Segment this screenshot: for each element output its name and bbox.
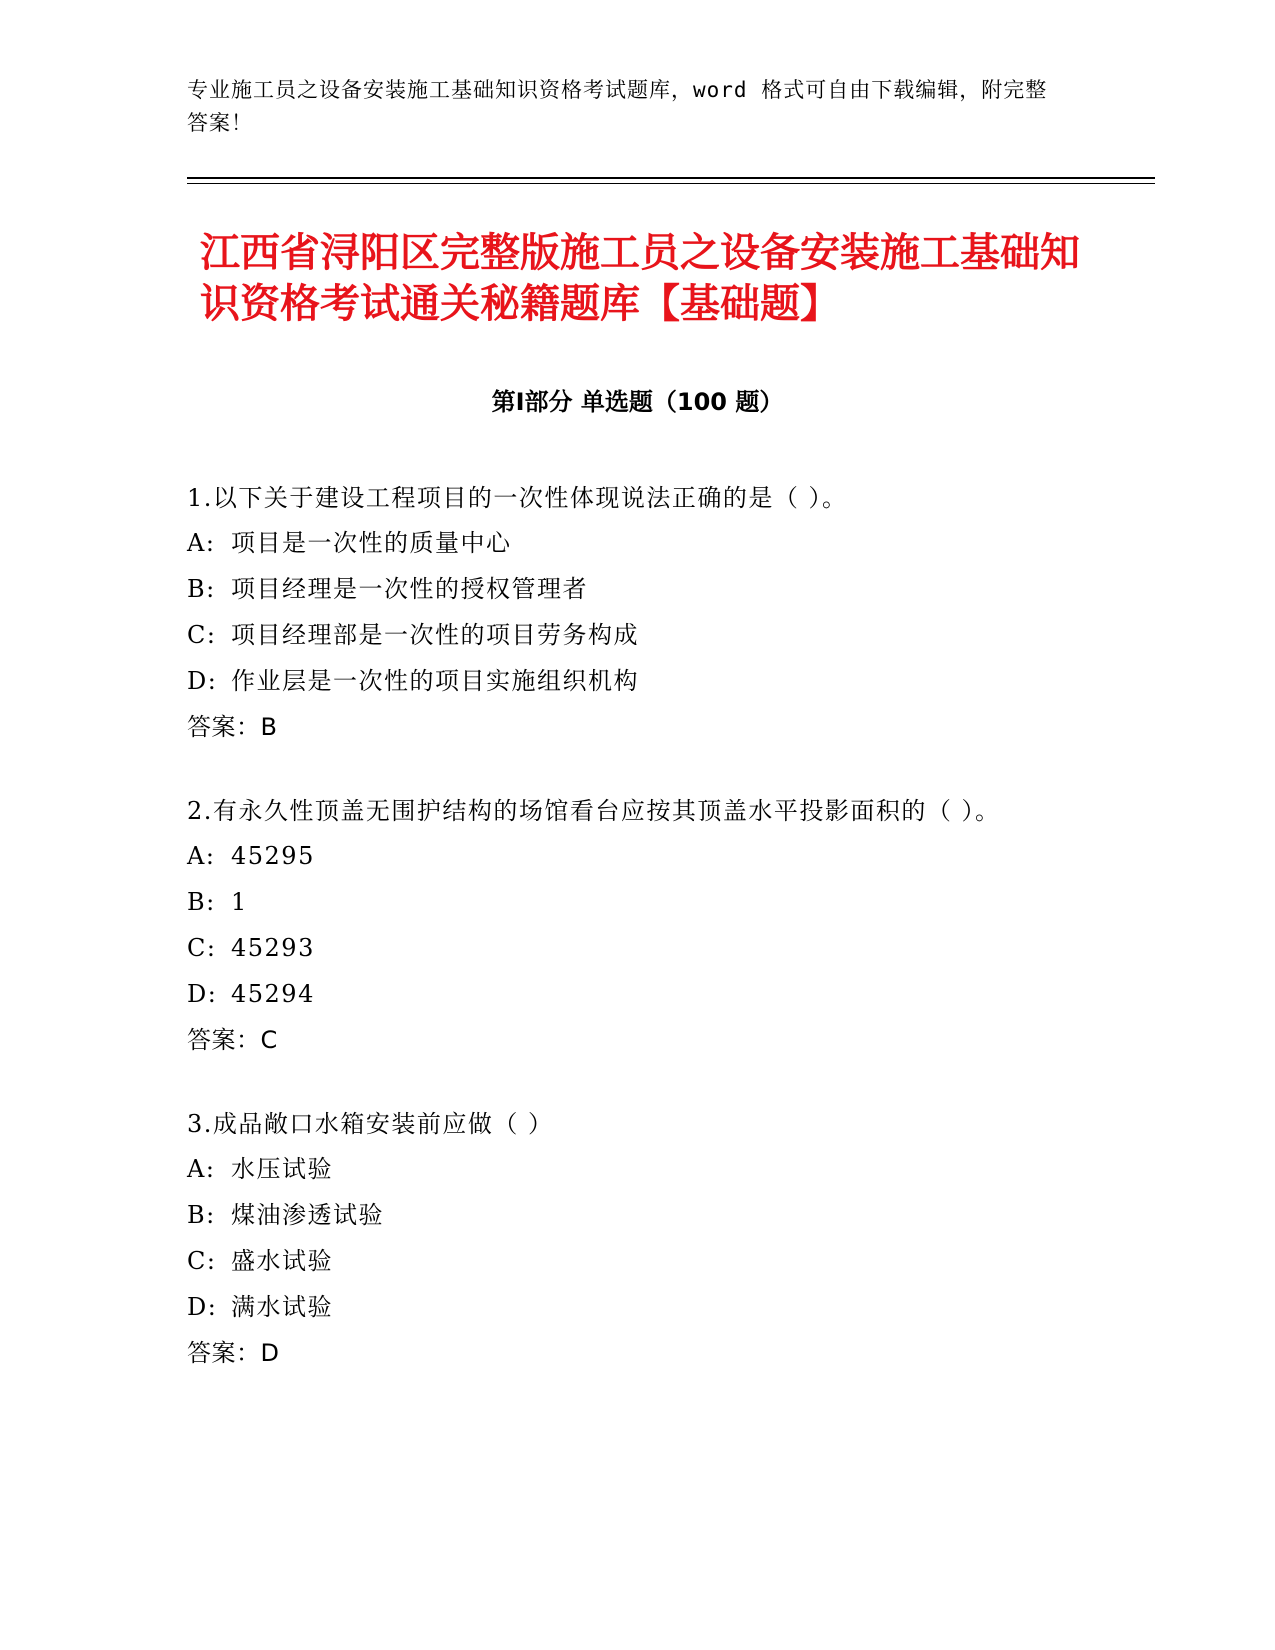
option-text: 45294 [231,980,315,1008]
header-note: 专业施工员之设备安装施工基础知识资格考试题库，word 格式可自由下载编辑，附完整答案！ [187,78,1048,135]
option-text: 煤油渗透试验 [231,1201,384,1229]
option-letter: C: [187,621,217,649]
answer-line: 答案：D [187,1339,280,1367]
option-text: 项目经理是一次性的授权管理者 [231,575,588,603]
option-letter: A: [187,842,216,870]
option-letter: D: [187,980,218,1008]
section-title: 第Ⅰ部分 单选题（100 题） [491,388,784,416]
option-text: 满水试验 [231,1293,333,1321]
option-letter: B: [187,1201,216,1229]
option-text: 45295 [231,842,315,870]
option-d [187,658,1067,704]
answer-line: 答案：B [187,713,278,741]
option-b [187,566,1067,612]
option-b [187,1192,1067,1238]
question-stem: 3.成品敞口水箱安装前应做（ ） [187,1110,554,1138]
option-letter: C: [187,1247,217,1275]
option-text: 45293 [231,934,315,962]
question-3 [187,1102,1067,1376]
option-d [187,1284,1067,1330]
header-divider-thick [187,177,1155,179]
answer-line: 答案：C [187,1026,278,1054]
option-c [187,612,1067,658]
question-stem: 1.以下关于建设工程项目的一次性体现说法正确的是（ ）。 [187,484,848,512]
option-d [187,971,1067,1017]
option-letter: B: [187,888,216,916]
option-letter: C: [187,934,217,962]
option-text: 1 [231,888,248,916]
question-list [187,476,1067,1415]
option-b [187,879,1067,925]
option-letter: B: [187,575,216,603]
option-text: 盛水试验 [231,1247,333,1275]
question-stem: 2.有永久性顶盖无围护结构的场馆看台应按其顶盖水平投影面积的（ ）。 [187,797,1001,825]
option-letter: A: [187,529,216,557]
header-divider-thin [187,183,1155,184]
option-a [187,520,1067,566]
option-text: 项目是一次性的质量中心 [231,529,512,557]
option-text: 水压试验 [231,1155,333,1183]
option-letter: D: [187,667,218,695]
option-c [187,1238,1067,1284]
option-letter: A: [187,1155,216,1183]
option-text: 作业层是一次性的项目实施组织机构 [231,667,639,695]
document-title: 江西省浔阳区完整版施工员之设备安装施工基础知识资格考试通关秘籍题库【基础题】 [200,230,1080,327]
option-a [187,1146,1067,1192]
option-text: 项目经理部是一次性的项目劳务构成 [231,621,639,649]
option-c [187,925,1067,971]
question-1 [187,476,1067,750]
option-a [187,833,1067,879]
option-letter: D: [187,1293,218,1321]
question-2 [187,789,1067,1063]
